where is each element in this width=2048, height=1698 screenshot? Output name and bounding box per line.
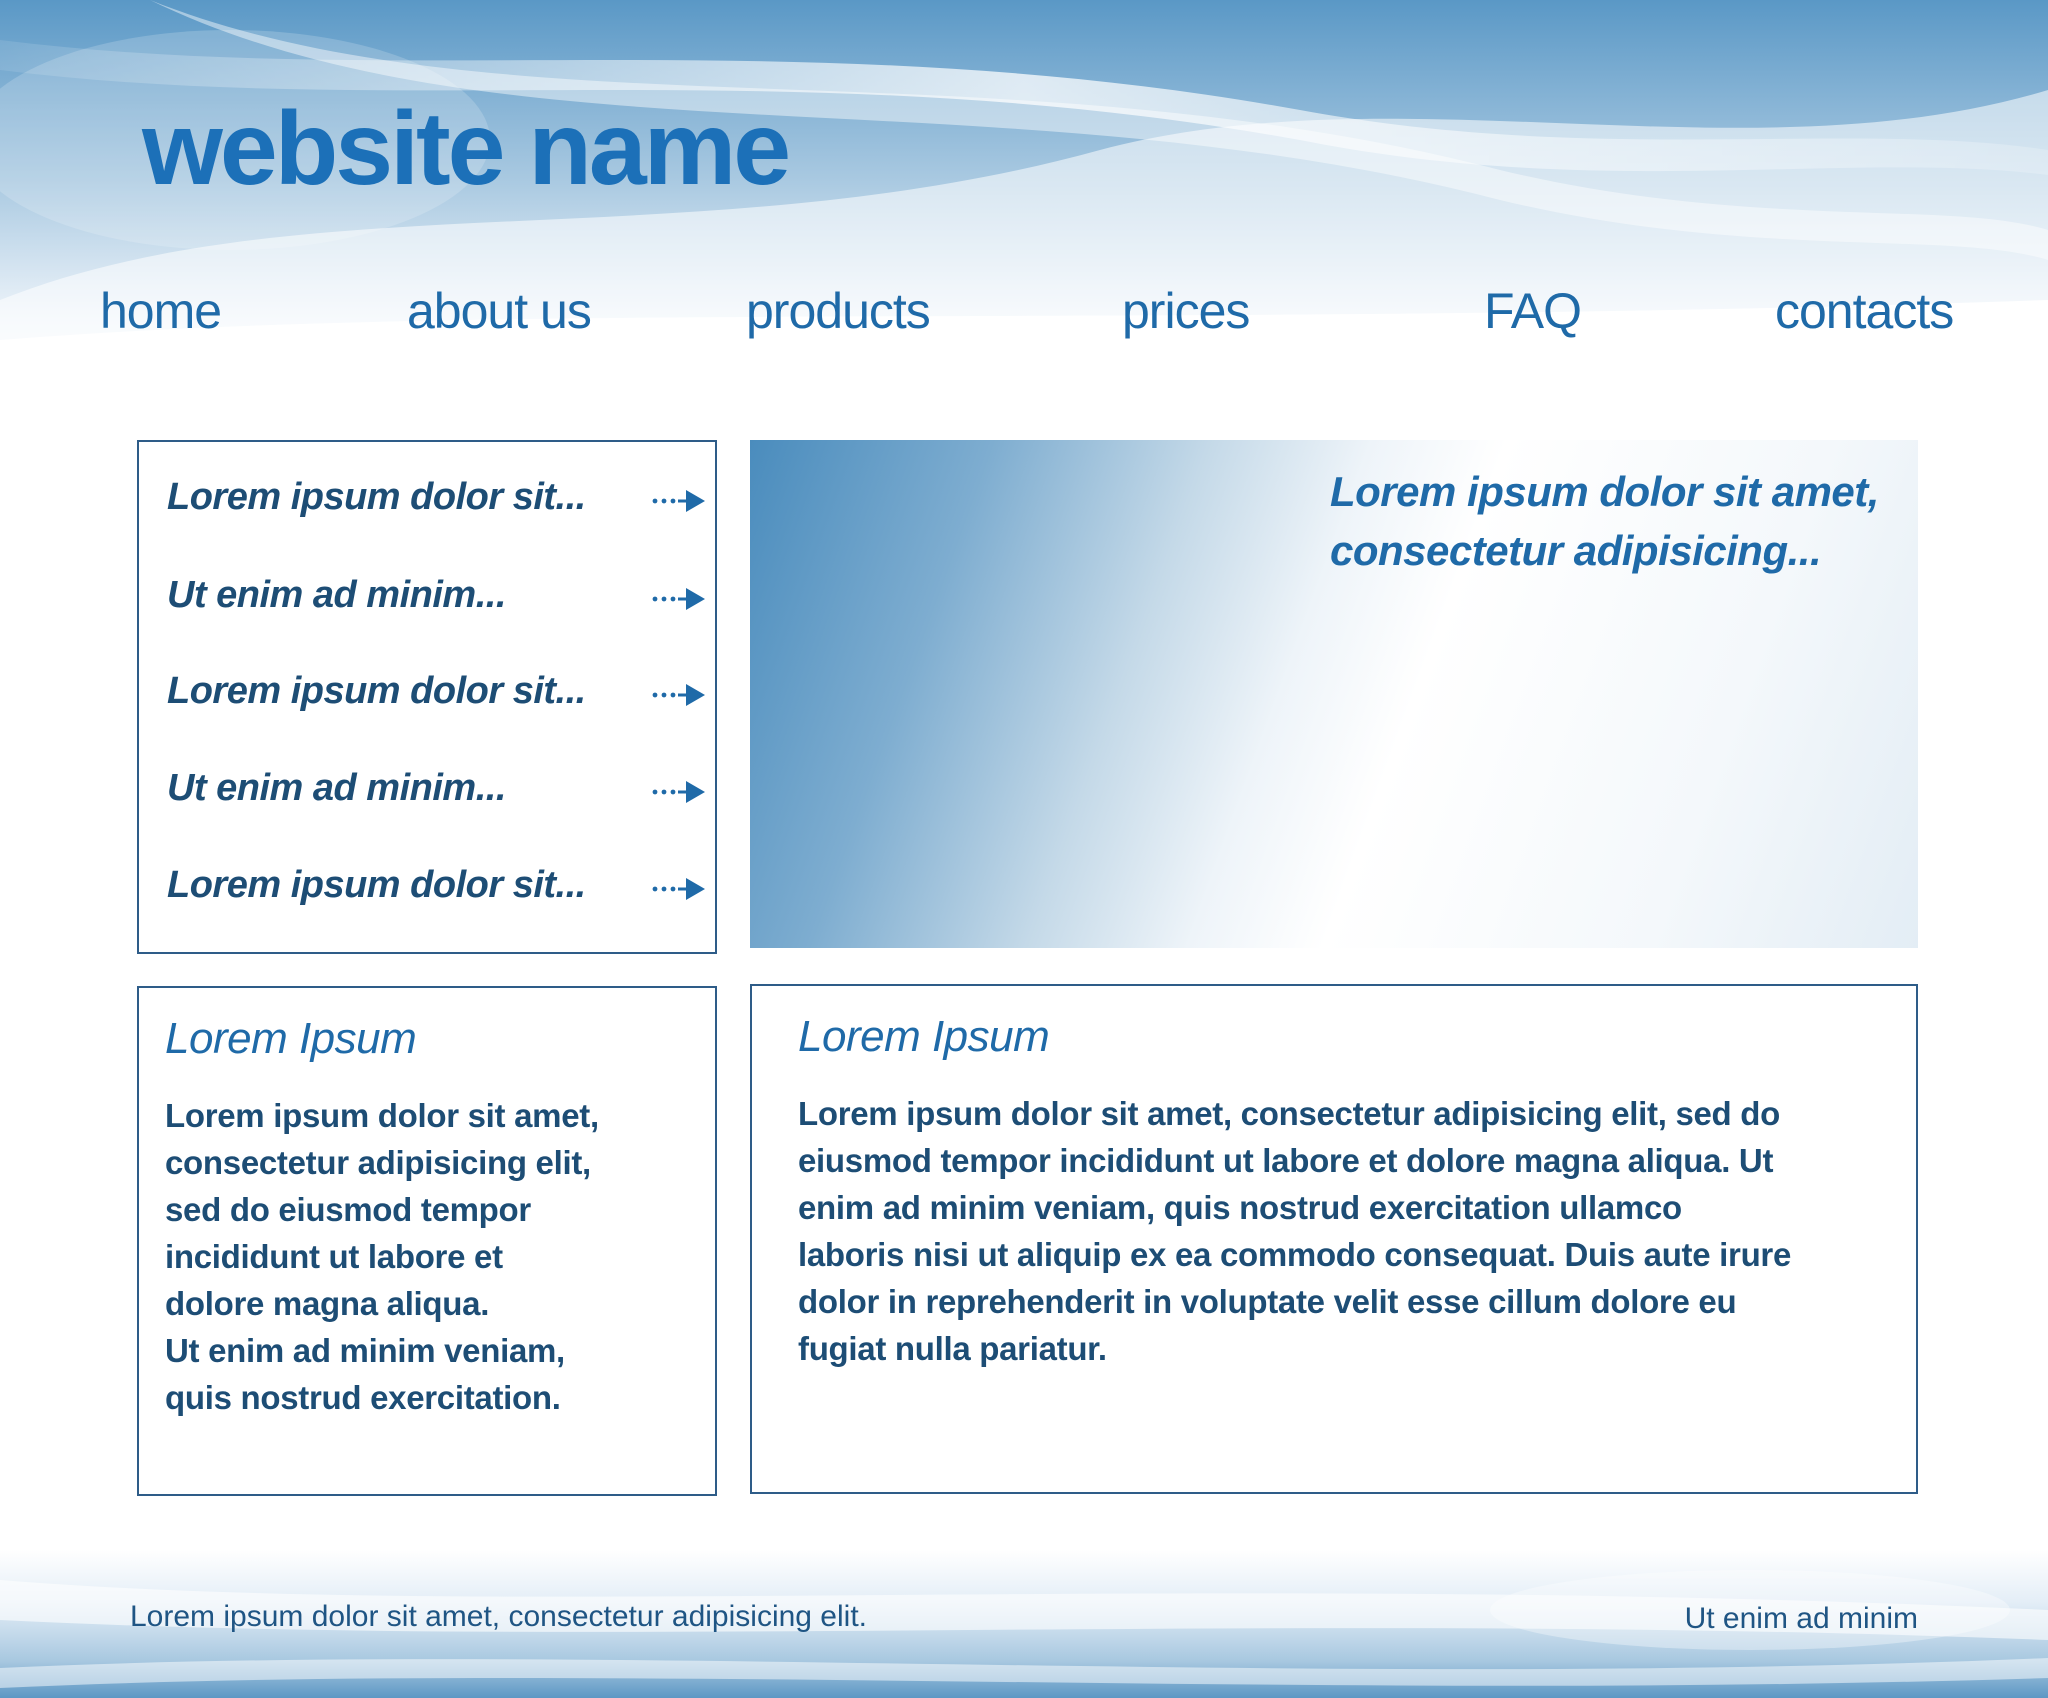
hero-tagline-line: Lorem ipsum dolor sit amet,: [1330, 468, 1879, 515]
body-line: eiusmod tempor incididunt ut labore et dolore magna aliqua. Ut: [798, 1142, 1774, 1179]
footer-text-left: Lorem ipsum dolor sit amet, consectetur adipisicing elit.: [130, 1600, 867, 1633]
sidebar-link-item[interactable]: [167, 574, 687, 634]
dotted-arrow-icon: [651, 488, 707, 514]
sidebar-link-label: Lorem ipsum dolor sit...: [167, 864, 586, 906]
nav-item-products[interactable]: products: [746, 283, 930, 339]
dotted-arrow-icon: [651, 779, 707, 805]
body-line: Ut enim ad minim veniam,: [165, 1332, 565, 1369]
body-line: Lorem ipsum dolor sit amet, consectetur adipisicing elit, sed do: [798, 1095, 1780, 1132]
dotted-arrow-icon: [651, 876, 707, 902]
body-line: quis nostrud exercitation.: [165, 1379, 561, 1416]
body-line: dolore magna aliqua.: [165, 1285, 490, 1322]
info-box-title: Lorem Ipsum: [798, 1012, 1050, 1061]
sidebar-link-item[interactable]: [167, 864, 687, 924]
main-nav: [0, 282, 2048, 352]
site-title[interactable]: website name: [142, 91, 789, 207]
info-box-body: [798, 1090, 1908, 1372]
hero-tagline: [1330, 462, 1910, 580]
dotted-arrow-icon: [651, 682, 707, 708]
body-line: consectetur adipisicing elit,: [165, 1144, 591, 1181]
nav-item-home[interactable]: home: [100, 283, 222, 339]
nav-item-prices[interactable]: prices: [1122, 283, 1250, 339]
body-line: dolor in reprehenderit in voluptate velit esse cillum dolore eu: [798, 1283, 1737, 1320]
info-box-right: [750, 984, 1918, 1494]
body-line: incididunt ut labore et: [165, 1238, 503, 1275]
sidebar-link-item[interactable]: [167, 476, 687, 536]
sidebar-link-label: Lorem ipsum dolor sit...: [167, 476, 586, 518]
dotted-arrow-icon: [651, 586, 707, 612]
body-line: enim ad minim veniam, quis nostrud exercitation ullamco: [798, 1189, 1682, 1226]
info-box-left: [137, 986, 717, 1496]
sidebar-link-item[interactable]: [167, 767, 687, 827]
body-line: Lorem ipsum dolor sit amet,: [165, 1097, 599, 1134]
hero-banner: [750, 440, 1918, 948]
sidebar-link-label: Ut enim ad minim...: [167, 767, 506, 809]
sidebar-link-label: Ut enim ad minim...: [167, 574, 506, 616]
footer-link-right[interactable]: Ut enim ad minim: [1684, 1602, 1918, 1635]
sidebar-link-label: Lorem ipsum dolor sit...: [167, 670, 586, 712]
body-line: laboris nisi ut aliquip ex ea commodo consequat. Duis aute irure: [798, 1236, 1792, 1273]
info-box-title: Lorem Ipsum: [165, 1014, 417, 1063]
hero-tagline-line: consectetur adipisicing...: [1330, 527, 1822, 574]
sidebar-link-item[interactable]: [167, 670, 687, 730]
nav-item-contacts[interactable]: contacts: [1775, 283, 1954, 339]
nav-item-about-us[interactable]: about us: [407, 283, 591, 339]
body-line: fugiat nulla pariatur.: [798, 1330, 1107, 1367]
body-line: sed do eiusmod tempor: [165, 1191, 531, 1228]
sidebar-link-list: [137, 440, 717, 954]
info-box-body: [165, 1092, 705, 1421]
nav-item-faq[interactable]: FAQ: [1484, 283, 1582, 339]
